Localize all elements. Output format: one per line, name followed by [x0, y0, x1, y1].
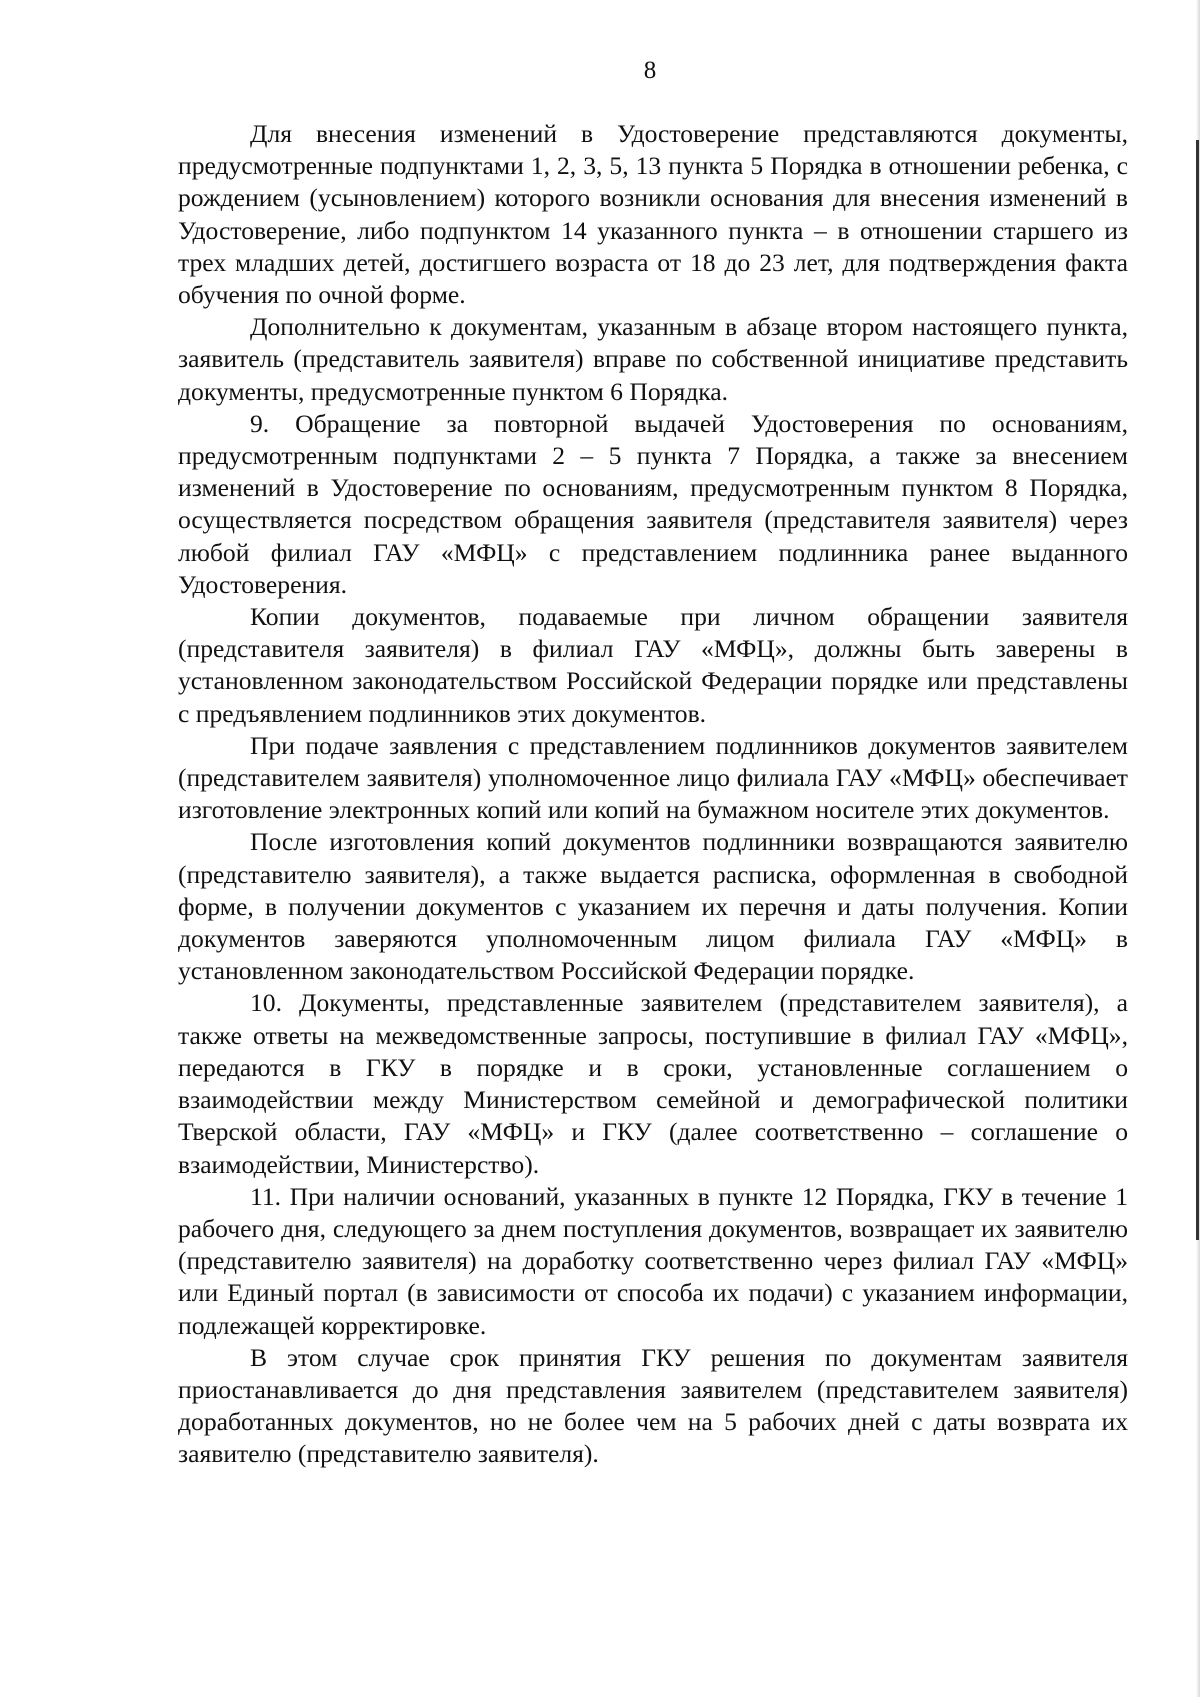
paragraph-originals-submission: При подаче заявления с представлением подлинников документов заявителем (представителем заявителя) уполномоченное лицо филиала ГАУ «МФЦ» обеспечивает изготовление электронных копий или копий на бумажном носителе этих документов. — [178, 730, 1128, 825]
paragraph-item-10: 10. Документы, представленные заявителем (представителем заявителя), а также ответы на межведомственные запросы, поступившие в филиал ГАУ «МФЦ», передаются в ГКУ в порядке и в сроки, установленные соглашением о взаимодействии между Министерством семейной и демографической политики Тверской области, ГАУ «МФЦ» и ГКУ (далее соответственно – соглашение о взаимодействии, Министерство). — [178, 988, 1128, 1179]
scan-edge-line — [1196, 140, 1199, 1240]
paragraph-copies-certification: Копии документов, подаваемые при личном обращении заявителя (представителя заявителя) в филиал ГАУ «МФЦ», должны быть заверены в установленном законодательством Российской Федерации порядке или представлены с предъявлением подлинников этих документов. — [178, 602, 1128, 728]
paragraph-item-11: 11. При наличии оснований, указанных в пункте 12 Порядка, ГКУ в течение 1 рабочего дня, следующего за днем поступления документов, возвращает их заявителю (представителю заявителя) на доработку соответственно через филиал ГАУ «МФЦ» или Единый портал (в зависимости от способа их подачи) с указанием информации, подлежащей корректировке. — [178, 1181, 1128, 1340]
document-body — [178, 118, 1128, 1471]
page-number: 8 — [643, 57, 657, 84]
paragraph-changes-documents: Для внесения изменений в Удостоверение представляются документы, предусмотренные подпунктами 1, 2, 3, 5, 13 пункта 5 Порядка в отношении ребенка, с рождением (усыновлением) которого возникли основания для внесения изменений в Удостоверение, либо подпунктом 14 указанного пункта – в отношении старшего из трех младших детей, достигшего возраста от 18 до 23 лет, для подтверждения факта обучения по очной форме. — [178, 119, 1128, 310]
paragraph-item-9: 9. Обращение за повторной выдачей Удостоверения по основаниям, предусмотренным подпунктами 2 – 5 пункта 7 Порядка, а также за внесением изменений в Удостоверение по основаниям, предусмотренным пунктом 8 Порядка, осуществляется посредством обращения заявителя (представителя заявителя) через любой филиал ГАУ «МФЦ» с представлением подлинника ранее выданного Удостоверения. — [178, 408, 1128, 599]
paragraph-deadline-suspension: В этом случае срок принятия ГКУ решения по документам заявителя приостанавливается до дня представления заявителем (представителем заявителя) доработанных документов, но не более чем на 5 рабочих дней с даты возврата их заявителю (представителю заявителя). — [178, 1342, 1128, 1469]
paragraph-additional-documents: Дополнительно к документам, указанным в абзаце втором настоящего пункта, заявитель (представитель заявителя) вправе по собственной инициативе представить документы, предусмотренные пунктом 6 Порядка. — [178, 312, 1128, 406]
paragraph-originals-return: После изготовления копий документов подлинники возвращаются заявителю (представителю заявителя), а также выдается расписка, оформленная в свободной форме, в получении документов с указанием их перечня и даты получения. Копии документов заверяются уполномоченным лицом филиала ГАУ «МФЦ» в установленном законодательством Российской Федерации порядке. — [178, 827, 1128, 986]
